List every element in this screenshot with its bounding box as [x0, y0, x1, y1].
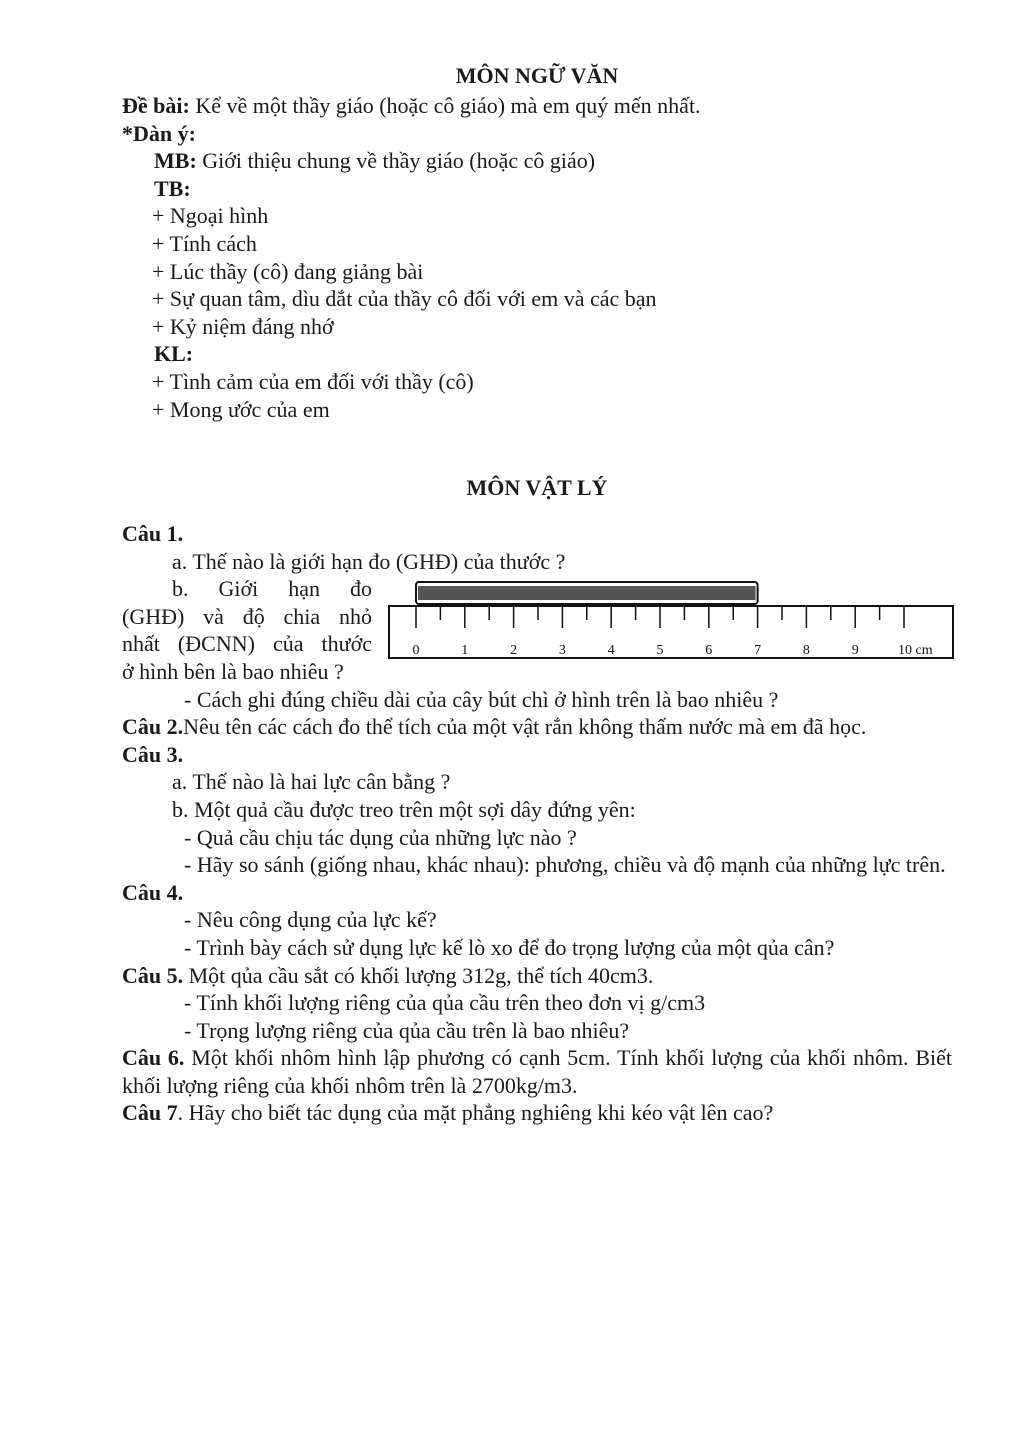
van-title: MÔN NGỮ VĂN: [455, 63, 619, 88]
mb-label: MB:: [154, 148, 197, 174]
cau-5-1: - Tính khối lượng riêng của qủa cầu trên theo đơn vị g/cm3: [184, 990, 706, 1016]
ruler-tick-label: 3: [558, 643, 566, 658]
tb-item-quan-tam: + Sự quan tâm, dìu dắt của thầy cô đối với em và các bạn: [152, 286, 657, 312]
cau-6-label: Câu 6.: [122, 1045, 185, 1071]
ruler-tick-label: 0: [412, 643, 420, 658]
cau-1-b-line-4: ở hình bên là bao nhiêu ?: [122, 658, 344, 684]
ruler-tick-label: 4: [607, 643, 615, 658]
cau-5: [122, 962, 952, 990]
dan-y-label: *Dàn ý:: [122, 120, 196, 146]
tb-item-giang-bai: + Lúc thầy (cô) đang giảng bài: [152, 258, 424, 284]
cau-7: [122, 1099, 952, 1127]
cau-3-label: Câu 3.: [122, 741, 184, 767]
cau-1-b: [122, 575, 372, 685]
cau-6-text: Một khối nhôm hình lập phương có cạnh 5cm. Tính khối lượng của khối nhôm. Biết khối lượng riêng của khối nhôm trên là 2700kg/m3.: [122, 1045, 953, 1098]
cau-1-b-line-1: b. Giới hạn đo: [172, 576, 372, 602]
cau-4-label: Câu 4.: [122, 879, 184, 905]
kl-item-tinh-cam: + Tình cảm của em đối với thầy (cô): [152, 368, 474, 394]
cau-2-label: Câu 2.: [122, 714, 184, 740]
ruler-figure: [386, 576, 958, 662]
cau-2-text: Nêu tên các cách đo thể tích của một vật rắn không thấm nước mà em đã học.: [183, 714, 867, 740]
cau-3-b2: - Hãy so sánh (giống nhau, khác nhau): phương, chiều và độ mạnh của những lực trên.: [184, 852, 946, 878]
cau-4-1: - Nêu công dụng của lực kế?: [184, 907, 437, 933]
ruler-tick-label: 8: [802, 643, 810, 658]
cau-1-a: a. Thế nào là giới hạn đo (GHĐ) của thước ?: [172, 548, 566, 574]
cau-3-a: a. Thế nào là hai lực cân bằng ?: [172, 769, 451, 795]
ruler-tick-label: 9: [851, 643, 859, 658]
ruler-tick-label: 5: [656, 643, 664, 658]
cau-3-b1: - Quả cầu chịu tác dụng của những lực nào ?: [184, 824, 577, 850]
ruler-body: [389, 606, 953, 658]
pencil-body: [418, 586, 756, 600]
ruler-tick-label: 10 cm: [898, 643, 933, 658]
van-section: [122, 92, 962, 423]
cau-1-label: Câu 1.: [122, 521, 184, 546]
tb-item-ky-niem: + Kỷ niệm đáng nhớ: [152, 313, 334, 339]
kl-item-mong-uoc: + Mong ước của em: [152, 396, 330, 422]
cau-1-b-line-2: (GHĐ) và độ chia nhỏ: [122, 603, 372, 629]
tb-label: TB:: [154, 175, 191, 201]
ly-title: MÔN VẬT LÝ: [466, 475, 608, 500]
cau-2: [122, 713, 952, 741]
cau-4-2: - Trình bày cách sử dụng lực kế lò xo để đo trọng lượng của một qủa cân?: [184, 934, 835, 960]
ruler-tick-label: 6: [705, 643, 713, 658]
cau-7-text: . Hãy cho biết tác dụng của mặt phẳng nghiêng khi kéo vật lên cao?: [177, 1100, 774, 1126]
de-bai: [122, 92, 962, 120]
cau-7-label: Câu 7: [122, 1100, 178, 1126]
tb-item-ngoai-hinh: + Ngoại hình: [152, 203, 269, 229]
cau-5-text: Một qủa cầu sắt có khối lượng 312g, thể tích 40cm3.: [183, 962, 654, 988]
cau-5-2: - Trọng lượng riêng của qủa cầu trên là bao nhiêu?: [184, 1017, 630, 1043]
ruler-tick-label: 7: [754, 643, 762, 658]
cau-3-b: b. Một quả cầu được treo trên một sợi dây đứng yên:: [172, 796, 636, 822]
de-bai-text: Kể về một thầy giáo (hoặc cô giáo) mà em quý mến nhất.: [189, 93, 701, 118]
mb-line: [122, 147, 962, 175]
ruler-svg: [386, 576, 958, 662]
de-bai-label: Đề bài:: [122, 93, 190, 118]
ruler-tick-label: 2: [510, 643, 518, 658]
cau-5-label: Câu 5.: [122, 962, 184, 988]
cau-1-b-line-3: nhất (ĐCNN) của thước: [122, 631, 372, 657]
cau-1-c: - Cách ghi đúng chiều dài của cây bút chì ở hình trên là bao nhiêu ?: [184, 686, 779, 712]
kl-label: KL:: [154, 341, 194, 367]
tb-item-tinh-cach: + Tính cách: [152, 230, 257, 256]
mb-text: Giới thiệu chung về thầy giáo (hoặc cô giáo): [196, 148, 596, 174]
cau-6: [122, 1044, 952, 1099]
ruler-tick-label: 1: [461, 643, 469, 658]
